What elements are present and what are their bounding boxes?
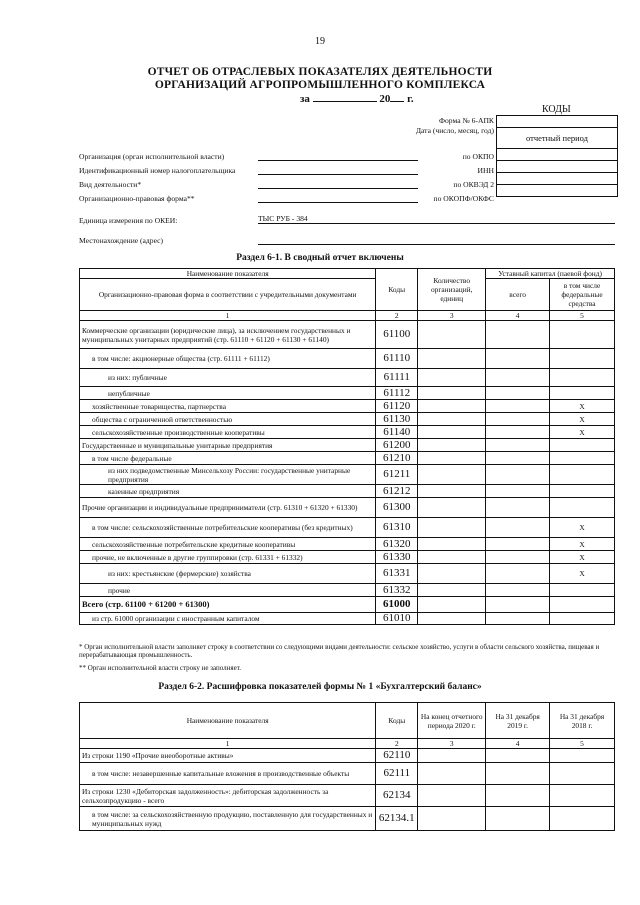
row-code: 61100 bbox=[376, 321, 418, 349]
field-activity-line[interactable] bbox=[258, 188, 418, 189]
period-year: 20 bbox=[379, 93, 391, 105]
cell-total[interactable] bbox=[486, 400, 550, 413]
field-activity-label: Вид деятельности* bbox=[79, 180, 142, 189]
table-row bbox=[80, 426, 615, 439]
cell-count[interactable] bbox=[418, 400, 486, 413]
row-code: 61330 bbox=[376, 551, 418, 564]
table-row bbox=[80, 597, 615, 613]
t2-head-col3: На конец отчетного периода 2020 г. bbox=[418, 703, 486, 739]
table-row bbox=[80, 387, 615, 400]
date-label: Дата (число, месяц, год) bbox=[415, 126, 494, 135]
okpo-label: по ОКПО bbox=[462, 152, 494, 161]
cell-federal[interactable]: X bbox=[550, 413, 615, 426]
row-label: Коммерческие организации (юридические лица), за исключением государственных и муниципальных унитарных предприятий (стр. 61110 + 61120 + 61130 + 61140) bbox=[80, 321, 376, 349]
table-row bbox=[80, 452, 615, 465]
footnote-2: ** Орган исполнительной власти строку не заполняет. bbox=[79, 664, 242, 672]
cell-total[interactable] bbox=[486, 465, 550, 485]
row-label: в том числе: за сельскохозяйственную продукцию, поставленную для государственных и муниципальных нужд bbox=[80, 807, 376, 831]
table-row bbox=[80, 551, 615, 564]
form-number: Форма № 6-АПК bbox=[438, 116, 494, 125]
t1-head-codes: Коды bbox=[376, 269, 418, 311]
code-form[interactable] bbox=[497, 116, 617, 128]
section1-title: Раздел 6-1. В сводный отчет включены bbox=[236, 253, 404, 263]
t2-num: 2 bbox=[376, 739, 418, 749]
t1-head-count: Количество организаций, единиц bbox=[418, 269, 486, 311]
report-title-line2: ОРГАНИЗАЦИЙ АГРОПРОМЫШЛЕННОГО КОМПЛЕКСА bbox=[154, 79, 486, 91]
cell-value[interactable] bbox=[418, 807, 486, 831]
table-row bbox=[80, 518, 615, 538]
table-row bbox=[80, 439, 615, 452]
cell-count[interactable] bbox=[418, 387, 486, 400]
cell-total[interactable] bbox=[486, 439, 550, 452]
row-label: Государственные и муниципальные унитарные предприятия bbox=[80, 439, 376, 452]
cell-count[interactable] bbox=[418, 439, 486, 452]
t2-num: 1 bbox=[80, 739, 376, 749]
row-code: 61111 bbox=[376, 369, 418, 387]
cell-value[interactable] bbox=[418, 749, 486, 763]
code-okved[interactable] bbox=[497, 173, 617, 185]
codes-box bbox=[496, 115, 618, 197]
code-okpo[interactable] bbox=[497, 149, 617, 161]
code-inn[interactable] bbox=[497, 161, 617, 173]
table-row bbox=[80, 564, 615, 584]
cell-federal[interactable] bbox=[550, 597, 615, 613]
row-code: 61112 bbox=[376, 387, 418, 400]
cell-total[interactable] bbox=[486, 452, 550, 465]
cell-value[interactable] bbox=[550, 763, 615, 785]
cell-count[interactable] bbox=[418, 584, 486, 597]
cell-federal[interactable] bbox=[550, 465, 615, 485]
address-line[interactable] bbox=[258, 244, 615, 245]
table-row bbox=[80, 498, 615, 518]
row-code: 62111 bbox=[376, 763, 418, 785]
cell-federal[interactable] bbox=[550, 452, 615, 465]
cell-total[interactable] bbox=[486, 597, 550, 613]
cell-total[interactable] bbox=[486, 426, 550, 439]
row-code: 61332 bbox=[376, 584, 418, 597]
t2-head-col4: На 31 декабря 2019 г. bbox=[486, 703, 550, 739]
cell-federal[interactable]: X bbox=[550, 426, 615, 439]
cell-total[interactable] bbox=[486, 498, 550, 518]
row-code: 61331 bbox=[376, 564, 418, 584]
cell-total[interactable] bbox=[486, 413, 550, 426]
row-code: 61110 bbox=[376, 349, 418, 369]
t2-head-col5: На 31 декабря 2018 г. bbox=[550, 703, 615, 739]
cell-value[interactable] bbox=[550, 749, 615, 763]
row-label: хозяйственные товарищества, партнерства bbox=[80, 400, 376, 413]
cell-count[interactable] bbox=[418, 465, 486, 485]
table-row bbox=[80, 763, 615, 785]
period-blank[interactable] bbox=[313, 92, 377, 102]
field-organization-label: Организация (орган исполнительной власти) bbox=[79, 152, 225, 161]
table-row bbox=[80, 807, 615, 831]
unit-value: ТЫС РУБ - 384 bbox=[258, 214, 615, 224]
cell-federal[interactable]: X bbox=[550, 518, 615, 538]
cell-value[interactable] bbox=[418, 785, 486, 807]
code-reporting-period[interactable]: отчетный период bbox=[497, 128, 617, 149]
cell-count[interactable] bbox=[418, 452, 486, 465]
cell-value[interactable] bbox=[486, 749, 550, 763]
field-legal-form-line[interactable] bbox=[258, 202, 418, 203]
row-label: из стр. 61000 организации с иностранным капиталом bbox=[80, 613, 376, 625]
cell-count[interactable] bbox=[418, 518, 486, 538]
row-label: Прочие организации и индивидуальные предприниматели (стр. 61310 + 61320 + 61330) bbox=[80, 498, 376, 518]
codes-header: КОДЫ bbox=[542, 104, 571, 115]
t1-head-name-sub: Организационно-правовая форма в соответствии с учредительными документами bbox=[80, 279, 376, 311]
cell-count[interactable] bbox=[418, 349, 486, 369]
row-label: из них подведомственные Минсельхозу России: государственные унитарные предприятия bbox=[80, 465, 376, 485]
t1-num: 4 bbox=[486, 311, 550, 321]
table-row bbox=[80, 584, 615, 597]
cell-federal[interactable] bbox=[550, 584, 615, 597]
cell-count[interactable] bbox=[418, 498, 486, 518]
row-label: Всего (стр. 61100 + 61200 + 61300) bbox=[80, 597, 376, 613]
cell-federal[interactable] bbox=[550, 369, 615, 387]
row-code: 61130 bbox=[376, 413, 418, 426]
t1-head-federal: в том числе федеральные средства bbox=[550, 279, 615, 311]
cell-federal[interactable]: X bbox=[550, 538, 615, 551]
t1-num: 1 bbox=[80, 311, 376, 321]
table-row bbox=[80, 538, 615, 551]
row-code: 62134 bbox=[376, 785, 418, 807]
row-label: в том числе: сельскохозяйственные потребительские кооперативы (без кредитных) bbox=[80, 518, 376, 538]
okved-label: по ОКВЭД 2 bbox=[453, 180, 494, 189]
cell-count[interactable] bbox=[418, 551, 486, 564]
row-label: в том числе: незавершенные капитальные вложения в производственные объекты bbox=[80, 763, 376, 785]
section2-table bbox=[79, 702, 615, 831]
address-label: Местонахождение (адрес) bbox=[79, 236, 164, 245]
t1-head-name-top: Наименование показателя bbox=[80, 269, 376, 279]
cell-federal[interactable] bbox=[550, 613, 615, 625]
row-label: казенные предприятия bbox=[80, 485, 376, 498]
table-row bbox=[80, 749, 615, 763]
cell-value[interactable] bbox=[550, 785, 615, 807]
okopf-label: по ОКОПФ/ОКФС bbox=[433, 194, 494, 203]
cell-count[interactable] bbox=[418, 321, 486, 349]
cell-value[interactable] bbox=[486, 763, 550, 785]
row-code: 61310 bbox=[376, 518, 418, 538]
cell-total[interactable] bbox=[486, 584, 550, 597]
cell-total[interactable] bbox=[486, 538, 550, 551]
row-label: сельскохозяйственные производственные кооперативы bbox=[80, 426, 376, 439]
cell-federal[interactable] bbox=[550, 439, 615, 452]
row-code: 62110 bbox=[376, 749, 418, 763]
period-suffix: г. bbox=[407, 93, 414, 105]
cell-total[interactable] bbox=[486, 321, 550, 349]
cell-count[interactable] bbox=[418, 369, 486, 387]
cell-count[interactable] bbox=[418, 485, 486, 498]
row-code: 61210 bbox=[376, 452, 418, 465]
footnote-1: * Орган исполнительной власти заполняет строку в соответствии со следующими видами деятельности: сельское хозяйство, услуги в области сельского хозяйства, пищевая и перерабатывающая промышленность. bbox=[79, 643, 600, 659]
report-title-line1: ОТЧЕТ ОБ ОТРАСЛЕВЫХ ПОКАЗАТЕЛЯХ ДЕЯТЕЛЬНОСТИ bbox=[147, 66, 493, 78]
period-prefix: за bbox=[300, 93, 310, 105]
table-row bbox=[80, 349, 615, 369]
cell-federal[interactable]: X bbox=[550, 564, 615, 584]
row-label: прочие, не включенные в другие группировки (стр. 61331 + 61332) bbox=[80, 551, 376, 564]
cell-federal[interactable] bbox=[550, 485, 615, 498]
inn-label: ИНН bbox=[477, 166, 494, 175]
cell-count[interactable] bbox=[418, 597, 486, 613]
cell-federal[interactable] bbox=[550, 321, 615, 349]
unit-label: Единица измерения по ОКЕИ: bbox=[79, 216, 178, 225]
row-code: 61320 bbox=[376, 538, 418, 551]
row-code: 61212 bbox=[376, 485, 418, 498]
table-row bbox=[80, 613, 615, 625]
row-code: 61000 bbox=[376, 597, 418, 613]
cell-total[interactable] bbox=[486, 387, 550, 400]
cell-count[interactable] bbox=[418, 613, 486, 625]
t1-num: 2 bbox=[376, 311, 418, 321]
reporting-period-line bbox=[300, 92, 414, 105]
row-code: 61140 bbox=[376, 426, 418, 439]
cell-value[interactable] bbox=[418, 763, 486, 785]
field-organization-line[interactable] bbox=[258, 160, 418, 161]
row-label: из них: публичные bbox=[80, 369, 376, 387]
table-row bbox=[80, 369, 615, 387]
cell-total[interactable] bbox=[486, 613, 550, 625]
table-row bbox=[80, 465, 615, 485]
row-label: Из строки 1190 «Прочие внеоборотные активы» bbox=[80, 749, 376, 763]
code-okopf[interactable] bbox=[497, 185, 617, 196]
t1-head-capital: Уставный капитал (паевой фонд) bbox=[486, 269, 615, 279]
section1-table bbox=[79, 268, 615, 625]
cell-federal[interactable]: X bbox=[550, 400, 615, 413]
field-inn-label: Идентификационный номер налогоплательщика bbox=[79, 166, 236, 175]
table-row bbox=[80, 400, 615, 413]
row-code: 61010 bbox=[376, 613, 418, 625]
t1-num: 3 bbox=[418, 311, 486, 321]
cell-total[interactable] bbox=[486, 369, 550, 387]
period-year-blank[interactable] bbox=[390, 92, 404, 102]
t1-head-total: всего bbox=[486, 279, 550, 311]
table-row bbox=[80, 413, 615, 426]
cell-value[interactable] bbox=[550, 807, 615, 831]
cell-count[interactable] bbox=[418, 564, 486, 584]
row-label: прочие bbox=[80, 584, 376, 597]
cell-count[interactable] bbox=[418, 538, 486, 551]
section2-title: Раздел 6-2. Расшифровка показателей формы № 1 «Бухгалтерский баланс» bbox=[158, 682, 482, 692]
t2-num: 5 bbox=[550, 739, 615, 749]
row-code: 62134.1 bbox=[376, 807, 418, 831]
t2-num: 3 bbox=[418, 739, 486, 749]
cell-federal[interactable] bbox=[550, 498, 615, 518]
row-code: 61211 bbox=[376, 465, 418, 485]
row-label: сельскохозяйственные потребительские кредитные кооперативы bbox=[80, 538, 376, 551]
row-label: Из строки 1230 «Дебиторская задолженность»: дебиторская задолженность за сельхозпродукцию - всего bbox=[80, 785, 376, 807]
row-label: в том числе: акционерные общества (стр. 61111 + 61112) bbox=[80, 349, 376, 369]
row-label: в том числе федеральные bbox=[80, 452, 376, 465]
table-row bbox=[80, 785, 615, 807]
cell-total[interactable] bbox=[486, 551, 550, 564]
t2-head-codes: Коды bbox=[376, 703, 418, 739]
table-row bbox=[80, 321, 615, 349]
cell-federal[interactable]: X bbox=[550, 551, 615, 564]
t2-head-name: Наименование показателя bbox=[80, 703, 376, 739]
row-code: 61200 bbox=[376, 439, 418, 452]
field-legal-form-label: Организационно-правовая форма** bbox=[79, 194, 195, 203]
cell-total[interactable] bbox=[486, 485, 550, 498]
row-code: 61120 bbox=[376, 400, 418, 413]
cell-federal[interactable] bbox=[550, 349, 615, 369]
cell-value[interactable] bbox=[486, 807, 550, 831]
row-code: 61300 bbox=[376, 498, 418, 518]
field-inn-line[interactable] bbox=[258, 174, 418, 175]
cell-total[interactable] bbox=[486, 349, 550, 369]
row-label: непубличные bbox=[80, 387, 376, 400]
page-number: 19 bbox=[315, 36, 325, 47]
t1-num: 5 bbox=[550, 311, 615, 321]
row-label: из них: крестьянские (фермерские) хозяйства bbox=[80, 564, 376, 584]
cell-count[interactable] bbox=[418, 413, 486, 426]
row-label: общества с ограниченной ответственностью bbox=[80, 413, 376, 426]
cell-federal[interactable] bbox=[550, 387, 615, 400]
cell-count[interactable] bbox=[418, 426, 486, 439]
table-row bbox=[80, 485, 615, 498]
cell-value[interactable] bbox=[486, 785, 550, 807]
cell-total[interactable] bbox=[486, 564, 550, 584]
cell-total[interactable] bbox=[486, 518, 550, 538]
t2-num: 4 bbox=[486, 739, 550, 749]
